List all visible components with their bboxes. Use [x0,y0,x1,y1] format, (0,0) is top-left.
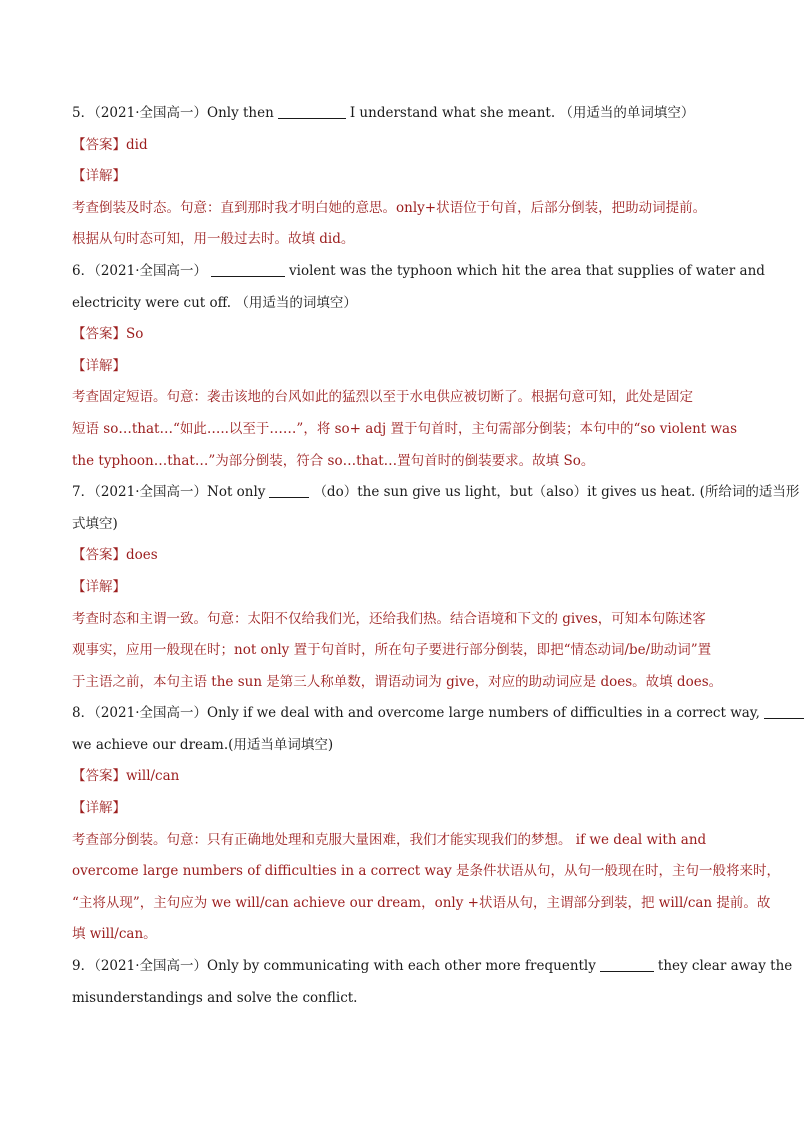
answer-line [72,761,722,793]
explanation-line: 观事实，应用一般现在时；not only 置于句首时，所在句子要进行部分倒装，即把“情态动词/be/助动词”置 [72,642,712,659]
answer-label: 【答案】 [72,326,126,343]
answer-value: So [126,326,144,343]
question-meta: （2021·全国高一） [94,105,207,121]
question-text: （do）the sun give us light，but（also）it gives us heat. [313,484,696,501]
question-instruction: （用适当的词填空） [235,294,357,311]
explanation-line: 考查时态和主谓一致。句意：太阳不仅给我们光，还给我们热。结合语境和下文的 gives，可知本句陈述客 [72,610,706,627]
explanation-line: 于主语之前，本句主语 the sun 是第三人称单数，谓语动词为 give，对应的助动词应是 does。故填 does。 [72,673,723,690]
question-number: 6． [72,262,95,279]
question-text: violent was the typhoon which hit the area that supplies of water and [289,262,765,279]
answer-blank [278,104,346,119]
question-meta: （2021·全国高一） [94,262,207,279]
question-text: they clear away the [657,958,793,975]
question-text: Not only [207,484,266,501]
question-5-stem [72,98,722,130]
question-8-stem [72,698,760,730]
question-instruction: (所给词的适当形 [699,484,800,501]
question-8-stem-cont [72,730,722,762]
question-meta: （2021·全国高一） [94,705,207,722]
question-9-stem [72,951,793,983]
question-number: 9． [72,958,95,975]
question-number: 8． [72,705,95,722]
answer-line [72,319,722,351]
answer-label: 【答案】 [72,768,126,785]
detail-label: 【详解】 [72,168,126,185]
question-6-stem [72,256,765,288]
question-instruction: （用适当的单词填空） [559,105,695,121]
explanation-line: 根据从句时态可知，用一般过去时。故填 did。 [72,231,355,248]
explanation-line: 填 will/can。 [72,926,157,943]
detail-label: 【详解】 [72,357,126,374]
document-page [72,98,800,1014]
explanation-line: overcome large numbers of difficulties in a correct way 是条件状语从句，从句一般现在时，主句一般将来时， [72,863,781,880]
explanation-line: 考查固定短语。句意：袭击该地的台风如此的猛烈以至于水电供应被切断了。根据句意可知，此处是固定 [72,389,693,406]
explanation-line: the typhoon…that…”为部分倒装，符合 so…that…置句首时的倒装要求。故填 So。 [72,452,595,469]
question-text: Only then [207,105,274,121]
answer-value: does [126,547,158,564]
question-number: 7． [72,484,95,501]
explanation-line: 考查部分倒装。句意：只有正确地处理和克服大量困难，我们才能实现我们的梦想。 if we deal with and [72,831,707,848]
answer-label: 【答案】 [72,136,126,153]
explanation-line: “主将从现”，主句应为 we will/can achieve our dream，only +状语从句，主谓部分到装，把 will/can 提前。故 [72,894,771,911]
explanation-line: 考查倒装及时态。句意：直到那时我才明白她的意思。only+状语位于句首，后部分倒装，把助动词提前。 [72,199,707,216]
question-text: I understand what she meant. [349,105,556,121]
question-meta: （2021·全国高一） [94,484,207,501]
question-text: Only if we deal with and overcome large numbers of difficulties in a correct way, [207,705,760,722]
explanation-line: 短语 so…that…“如此…..以至于……”，将 so+ adj 置于句首时，主句需部分倒装；本句中的“so violent was [72,420,738,437]
question-instruction: (用适当单词填空) [228,736,334,753]
question-text: Only by communicating with each other more frequently [207,958,596,975]
answer-line [72,540,722,572]
answer-blank [269,483,309,498]
question-9-stem-cont: misunderstandings and solve the conflict. [72,989,358,1006]
question-6-stem-cont [72,288,722,320]
detail-label: 【详解】 [72,800,126,817]
answer-blank [764,704,804,719]
answer-value: will/can [126,768,180,785]
question-text: we achieve our dream. [72,736,229,753]
answer-line [72,130,722,162]
answer-value: did [126,136,148,153]
detail-label: 【详解】 [72,578,126,595]
question-7-stem [72,477,800,509]
question-number: 5． [72,105,95,121]
question-meta: （2021·全国高一） [94,958,207,975]
question-instruction: 式填空) [72,515,118,532]
answer-blank [600,957,654,972]
question-text: electricity were cut off. [72,294,232,311]
answer-label: 【答案】 [72,547,126,564]
answer-blank [211,262,285,277]
